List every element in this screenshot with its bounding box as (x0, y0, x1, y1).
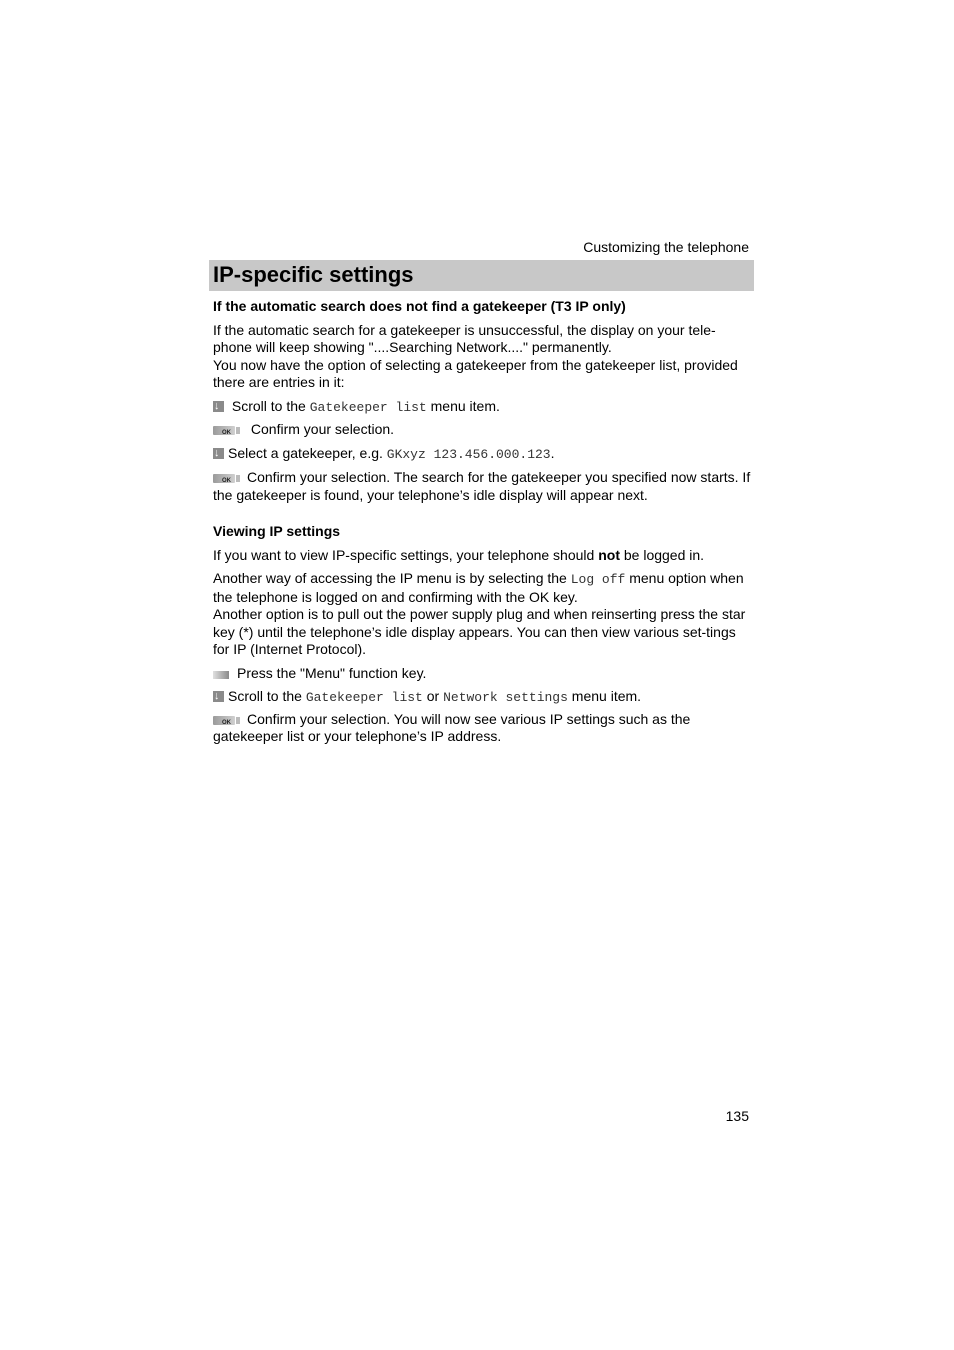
scroll-down-key-icon (213, 691, 224, 702)
gatekeeper-step-2: OK Confirm your selection. (213, 421, 753, 439)
gatekeeper-para-1: If the automatic search for a gatekeeper is unsuccessful, the display on your tele-phone will keep showing "....Searching Network...." permanently. (213, 321, 716, 355)
gatekeeper-step-1: ↓ Scroll to the Gatekeeper list menu item. (213, 398, 753, 417)
viewing-step-2: ↓Scroll to the Gatekeeper list or Network settings menu item. (213, 688, 753, 707)
viewing-para-2: Another way of accessing the IP menu is by selecting the Log off menu option when the telephone is logged on and confirming with the OK key. (213, 570, 744, 605)
gatekeeper-para-2: You now have the option of selecting a gatekeeper from the gatekeeper list, provided there are entries in it: (213, 356, 738, 390)
viewing-heading: Viewing IP settings (213, 523, 341, 539)
viewing-para-1: If you want to view IP-specific settings, your telephone should not be logged in. (213, 546, 705, 563)
main-content (213, 296, 753, 746)
menu-key-icon (213, 671, 229, 679)
gatekeeper-example-code: GKxyz 123.456.000.123 (386, 446, 551, 462)
scroll-down-key-icon (213, 401, 224, 412)
page-number: 135 (725, 1108, 749, 1124)
scroll-down-key-icon (213, 448, 224, 459)
gatekeeper-step-4: OK Confirm your selection. The search for the gatekeeper you specified now starts. If the gatekeeper is found, your telephone’s idle display will appear next. (213, 469, 751, 503)
ok-key-icon: OK (213, 716, 241, 725)
menu-item-code: Gatekeeper list (305, 690, 423, 705)
viewing-step-1: Press the "Menu" function key. (213, 665, 753, 683)
menu-item-code: Gatekeeper list (309, 399, 427, 415)
viewing-step-3: OK Confirm your selection. You will now see various IP settings such as the gatekeeper list or your telephone’s IP address. (213, 710, 691, 744)
menu-option-code: Log off (570, 572, 626, 587)
ok-key-icon: OK (213, 474, 241, 483)
title-bar (209, 260, 754, 291)
gatekeeper-step-3: ↓Select a gatekeeper, e.g. GKxyz 123.456.000.123. (213, 445, 753, 464)
ok-key-icon: OK (213, 426, 241, 435)
running-header: Customizing the telephone (583, 239, 749, 255)
menu-item-code: Network settings (443, 690, 568, 705)
page-title: IP-specific settings (213, 262, 414, 287)
viewing-para-3: Another option is to pull out the power supply plug and when reinserting press the star key (*) until the telephone’s idle display appears. You can then view various set-tings for IP (Internet Protocol). (213, 606, 746, 657)
gatekeeper-heading: If the automatic search does not find a gatekeeper (T3 IP only) (213, 298, 626, 314)
